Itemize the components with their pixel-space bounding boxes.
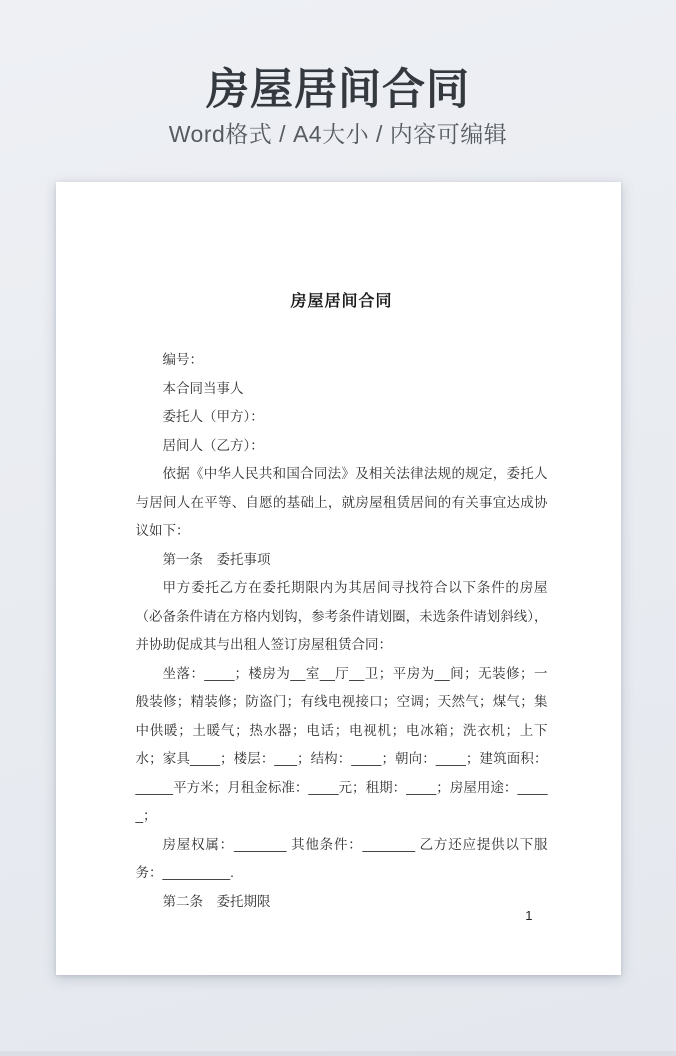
contract-line-parties: 本合同当事人 bbox=[162, 380, 244, 396]
document-title: 房屋居间合同 bbox=[290, 293, 393, 311]
promo-banner bbox=[0, 0, 676, 146]
banner-subtitle: Word格式 / A4大小 / 内容可编辑 bbox=[168, 121, 508, 148]
page-number: 1 bbox=[525, 908, 533, 924]
contract-article-2-heading: 第二条 委托期限 bbox=[162, 893, 271, 909]
contract-property-conditions: 坐落：____；楼房为__室__厅__卫；平房为__间；无装修；一般装修；精装修；防盗门；有线电视接口；空调；天然气；煤气；集中供暖；土暖气；热水器；电话；电视机；电冰箱；洗衣机；上下水；家具____；楼层：___；结构：____；朝向：____；建筑面积：_____平方米；月租金标准：____元；租期：____；房屋用途：_____； bbox=[135, 665, 548, 824]
banner-title: 房屋居间合同 bbox=[206, 66, 470, 114]
contract-line-principal: 委托人（甲方）： bbox=[162, 409, 264, 425]
contract-ownership-line: 房屋权属：_______ 其他条件：_______ 乙方还应提供以下服务：_________. bbox=[135, 836, 548, 881]
contract-preamble: 依据《中华人民共和国合同法》及相关法律法规的规定，委托人与居间人在平等、自愿的基础上，就房屋租赁居间的有关事宜达成协议如下： bbox=[135, 466, 548, 539]
contract-line-number: 编号： bbox=[162, 352, 203, 368]
contract-article-1-heading: 第一条 委托事项 bbox=[162, 551, 271, 567]
contract-line-agent: 居间人（乙方）： bbox=[162, 437, 264, 453]
document-body bbox=[136, 346, 548, 916]
contract-article-1-intro: 甲方委托乙方在委托期限内为其居间寻找符合以下条件的房屋（必备条件请在方格内划钩，参考条件请划圈，未选条件请划斜线），并协助促成其与出租人签订房屋租赁合同： bbox=[135, 580, 548, 653]
bottom-divider bbox=[0, 1051, 676, 1056]
document-page-preview bbox=[56, 182, 621, 975]
